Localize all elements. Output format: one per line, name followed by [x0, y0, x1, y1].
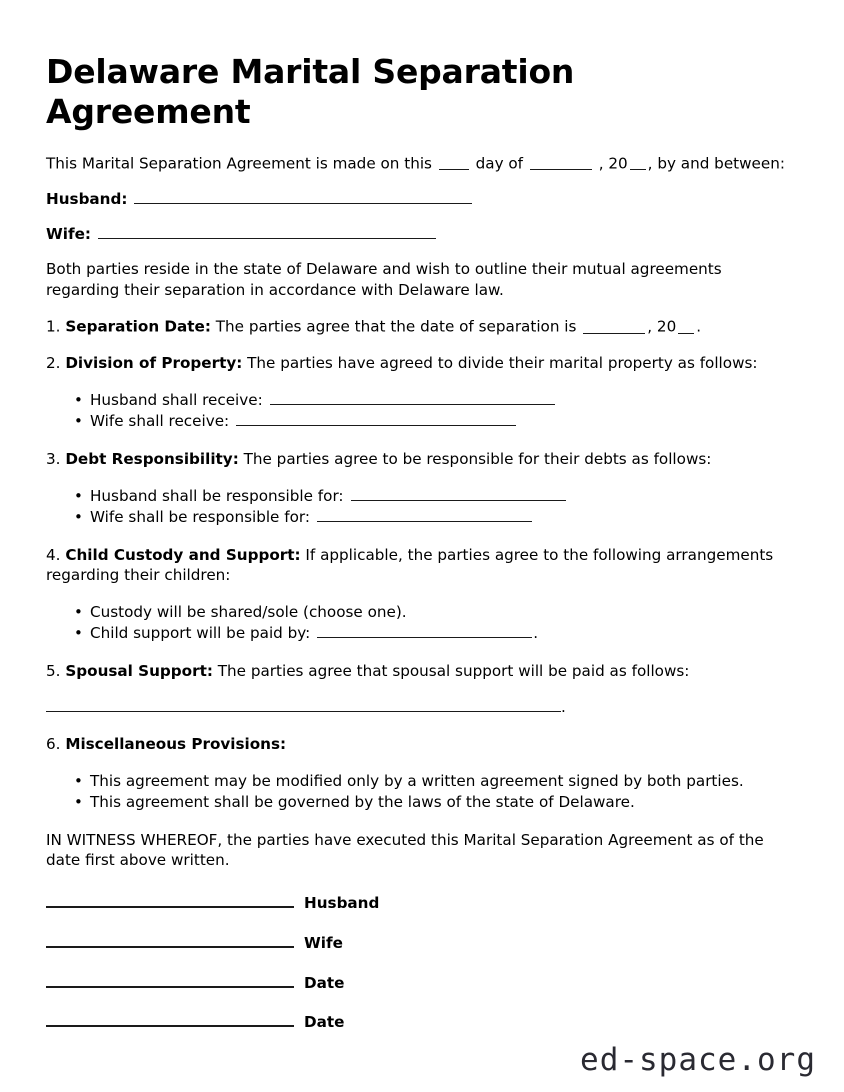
bullet-label: • This agreement may be modified only by a written agreement signed by both parties.: [90, 771, 744, 790]
recital-paragraph: Both parties reside in the state of Delaware and wish to outline their mutual agreements regarding their separation in accordance with Delaware law.: [46, 260, 722, 299]
section-4-child-custody-and-support: [46, 545, 798, 586]
section-1-text-end: .: [696, 317, 702, 336]
section-1-text-after: , 20: [647, 317, 677, 336]
husband-date-field[interactable]: [46, 972, 294, 988]
section-5-text: The parties agree that spousal support will be paid as follows:: [217, 661, 690, 680]
intro-text-2: day of: [475, 153, 524, 172]
spousal-support-tail: .: [561, 698, 566, 717]
list-item: [90, 771, 798, 793]
wife-receives-field[interactable]: [236, 412, 516, 427]
separation-date-blank[interactable]: [583, 318, 645, 333]
section-4-heading: Child Custody and Support:: [65, 545, 301, 564]
list-item: [90, 486, 798, 508]
signature-row-wife: [46, 932, 798, 952]
section-4-text: If applicable, the parties agree to the following arrangements regarding their children:: [46, 545, 774, 585]
spousal-support-answer-row: [46, 697, 798, 716]
section-3-text: The parties agree to be responsible for their debts as follows:: [243, 450, 712, 469]
intro-paragraph: [46, 153, 798, 174]
bullet-label: • Husband shall receive:: [90, 390, 263, 409]
husband-debt-field[interactable]: [351, 486, 566, 501]
wife-signature-field[interactable]: [46, 932, 294, 948]
watermark: ed-space.org: [580, 1042, 816, 1078]
section-1-separation-date: [46, 316, 798, 337]
intro-text-3: , 20: [598, 153, 628, 172]
signature-row-husband: [46, 893, 798, 913]
section-1-text: The parties agree that the date of separation is: [215, 317, 577, 336]
bullet-tail: .: [533, 624, 539, 643]
bullet-label: • Wife shall receive:: [90, 412, 230, 431]
bullet-label: • This agreement shall be governed by the laws of the state of Delaware.: [90, 793, 635, 812]
signature-label: Date: [304, 973, 345, 992]
spousal-support-field[interactable]: [46, 697, 561, 712]
party-line-wife: [46, 224, 798, 243]
section-5-spousal-support: [46, 661, 798, 682]
wife-date-field[interactable]: [46, 1012, 294, 1028]
witness-clause: IN WITNESS WHEREOF, the parties have executed this Marital Separation Agreement as of the date first above written.: [46, 830, 764, 870]
section-2-division-of-property: [46, 353, 798, 374]
section-6-bullets: [46, 771, 798, 814]
section-6-miscellaneous-provisions: [46, 734, 798, 755]
intro-text-1: This Marital Separation Agreement is made on this: [46, 153, 432, 172]
signature-label: Date: [304, 1013, 345, 1032]
signature-label: Husband: [304, 894, 380, 913]
list-item: [90, 411, 798, 433]
page-title: Delaware Marital Separation Agreement: [46, 52, 575, 132]
section-2-bullets: [46, 390, 798, 433]
section-6-heading: Miscellaneous Provisions:: [65, 735, 287, 754]
intro-day-blank[interactable]: [439, 155, 469, 170]
signature-block: [46, 893, 798, 1032]
section-3-heading: Debt Responsibility:: [65, 450, 239, 469]
section-2-text: The parties have agreed to divide their marital property as follows:: [247, 354, 758, 373]
list-item: [90, 602, 798, 624]
husband-receives-field[interactable]: [270, 390, 555, 405]
section-4-number: 4.: [46, 545, 61, 564]
intro-text-4: , by and between:: [647, 153, 785, 172]
section-2-number: 2.: [46, 354, 61, 373]
husband-name-field[interactable]: [134, 189, 472, 204]
party-line-husband: [46, 189, 798, 208]
husband-label: Husband:: [46, 190, 128, 209]
intro-month-blank[interactable]: [530, 155, 592, 170]
bullet-label: • Husband shall be responsible for:: [90, 486, 344, 505]
list-item: [90, 507, 798, 529]
section-3-number: 3.: [46, 450, 61, 469]
bullet-label: • Wife shall be responsible for:: [90, 508, 310, 527]
section-4-bullets: [46, 602, 798, 645]
signature-row-date-2: [46, 1012, 798, 1032]
bullet-label: • Custody will be shared/sole (choose one).: [90, 602, 407, 621]
section-1-heading: Separation Date:: [65, 317, 211, 336]
list-item: [90, 623, 798, 645]
bullet-label: • Child support will be paid by:: [90, 624, 311, 643]
signature-row-date-1: [46, 972, 798, 992]
section-3-debt-responsibility: [46, 449, 798, 470]
separation-year-blank[interactable]: [678, 318, 694, 333]
section-1-number: 1.: [46, 317, 61, 336]
wife-name-field[interactable]: [98, 224, 436, 239]
section-3-bullets: [46, 486, 798, 529]
husband-signature-field[interactable]: [46, 893, 294, 909]
section-6-number: 6.: [46, 735, 61, 754]
section-5-heading: Spousal Support:: [65, 661, 213, 680]
list-item: [90, 390, 798, 412]
wife-label: Wife:: [46, 225, 91, 244]
child-support-payer-field[interactable]: [317, 624, 532, 639]
list-item: [90, 792, 798, 814]
wife-debt-field[interactable]: [317, 507, 532, 522]
section-5-number: 5.: [46, 661, 61, 680]
intro-year-blank[interactable]: [630, 155, 646, 170]
section-2-heading: Division of Property:: [65, 354, 243, 373]
signature-label: Wife: [304, 934, 343, 953]
